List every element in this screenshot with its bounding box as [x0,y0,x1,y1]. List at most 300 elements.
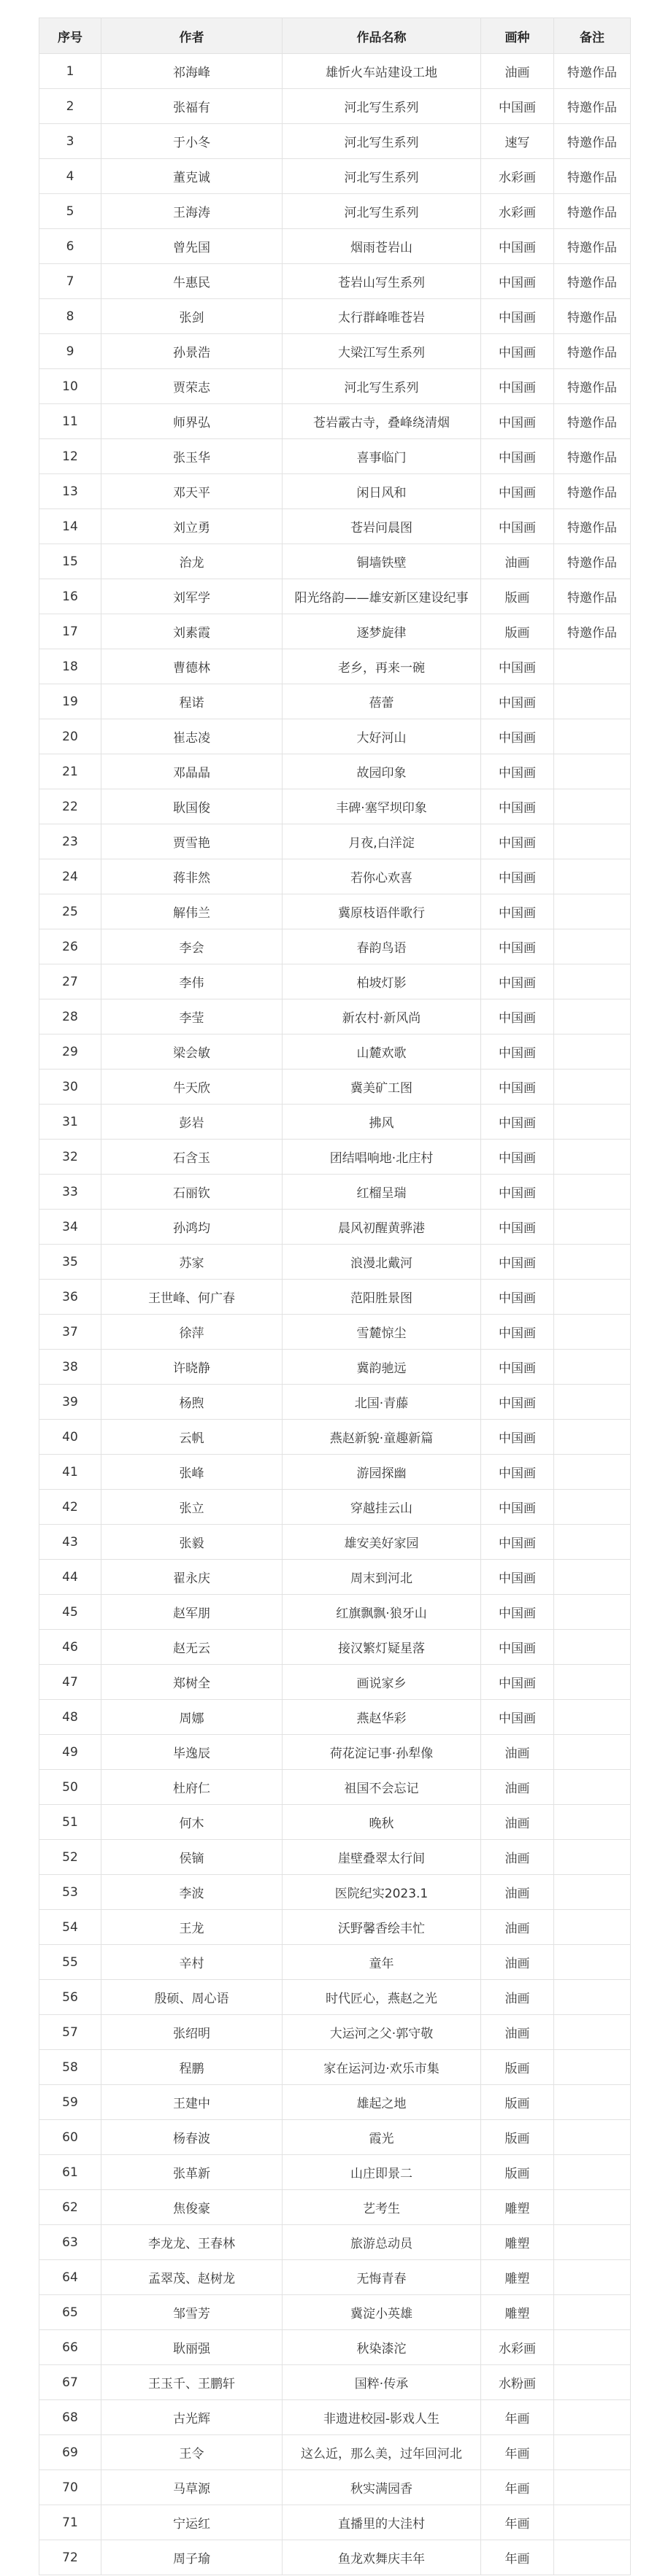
cell-note [554,1805,631,1840]
cell-title: 山麓欢歌 [283,1034,481,1070]
cell-title: 大好河山 [283,719,481,754]
cell-author: 张革新 [101,2155,283,2190]
cell-note: 特邀作品 [554,229,631,264]
cell-title: 春韵鸟语 [283,929,481,964]
cell-medium: 中国画 [481,1490,554,1525]
cell-medium: 油画 [481,1910,554,1945]
cell-author: 牛惠民 [101,264,283,299]
cell-title: 若你心欢喜 [283,859,481,894]
table-row [39,999,631,1034]
cell-medium: 中国画 [481,1525,554,1560]
cell-medium: 水粉画 [481,2365,554,2400]
cell-title: 晨风初醒黄骅港 [283,1210,481,1245]
cell-title: 冀淀小英雄 [283,2295,481,2330]
cell-number: 14 [39,509,101,544]
cell-number: 36 [39,1280,101,1315]
cell-title: 拂风 [283,1105,481,1140]
cell-author: 赵军朋 [101,1595,283,1630]
cell-number: 65 [39,2295,101,2330]
cell-author: 石含玉 [101,1140,283,1175]
cell-title: 这么近，那么美，过年回河北 [283,2435,481,2470]
cell-note [554,2470,631,2505]
header-note: 备注 [554,18,631,54]
cell-number: 39 [39,1385,101,1420]
cell-number: 67 [39,2365,101,2400]
table-row [39,1980,631,2015]
cell-note: 特邀作品 [554,194,631,229]
cell-medium: 中国画 [481,1280,554,1315]
cell-author: 辛村 [101,1945,283,1980]
cell-author: 贾荣志 [101,369,283,404]
table-row [39,2260,631,2295]
cell-medium: 油画 [481,544,554,579]
cell-author: 苏家 [101,1245,283,1280]
cell-title: 沃野馨香绘丰忙 [283,1910,481,1945]
cell-number: 29 [39,1034,101,1070]
cell-note [554,2295,631,2330]
cell-author: 刘军学 [101,579,283,614]
cell-title: 直播里的大洼村 [283,2505,481,2540]
cell-author: 解伟兰 [101,894,283,929]
cell-medium: 年画 [481,2470,554,2505]
cell-medium: 中国画 [481,1070,554,1105]
cell-note [554,999,631,1034]
cell-note [554,1910,631,1945]
cell-title: 苍岩霰古寺，叠峰绕清烟 [283,404,481,439]
cell-medium: 中国画 [481,229,554,264]
cell-medium: 油画 [481,1875,554,1910]
cell-title: 鱼龙欢舞庆丰年 [283,2540,481,2575]
cell-medium: 油画 [481,1805,554,1840]
cell-medium: 中国画 [481,509,554,544]
cell-medium: 油画 [481,1770,554,1805]
cell-medium: 年画 [481,2435,554,2470]
cell-medium: 油画 [481,1980,554,2015]
cell-note [554,1140,631,1175]
cell-number: 5 [39,194,101,229]
cell-note [554,859,631,894]
cell-title: 周末到河北 [283,1560,481,1595]
cell-author: 李伟 [101,964,283,999]
table-row [39,894,631,929]
table-row [39,1525,631,1560]
table-row [39,124,631,159]
cell-author: 程诺 [101,684,283,719]
table-header [39,18,631,54]
cell-number: 56 [39,1980,101,2015]
cell-title: 逐梦旋律 [283,614,481,649]
cell-author: 祁海峰 [101,54,283,89]
cell-medium: 油画 [481,1840,554,1875]
cell-author: 王海涛 [101,194,283,229]
cell-number: 52 [39,1840,101,1875]
cell-number: 21 [39,754,101,789]
cell-note [554,2540,631,2575]
cell-medium: 中国画 [481,439,554,474]
header-number: 序号 [39,18,101,54]
cell-number: 18 [39,649,101,684]
cell-medium: 中国画 [481,859,554,894]
table-row [39,404,631,439]
cell-author: 张绍明 [101,2015,283,2050]
cell-number: 32 [39,1140,101,1175]
cell-number: 23 [39,824,101,859]
cell-author: 于小冬 [101,124,283,159]
cell-title: 冀韵驰远 [283,1350,481,1385]
cell-title: 大梁江写生系列 [283,334,481,369]
cell-number: 68 [39,2400,101,2435]
table-row [39,2050,631,2085]
cell-number: 60 [39,2120,101,2155]
cell-title: 崖壁叠翠太行间 [283,1840,481,1875]
artworks-table-container [39,18,630,2575]
cell-number: 55 [39,1945,101,1980]
cell-medium: 中国画 [481,369,554,404]
cell-medium: 中国画 [481,1700,554,1735]
cell-note [554,1315,631,1350]
cell-title: 河北写生系列 [283,194,481,229]
cell-title: 霞光 [283,2120,481,2155]
cell-title: 家在运河边·欢乐市集 [283,2050,481,2085]
cell-number: 9 [39,334,101,369]
table-row [39,2015,631,2050]
cell-medium: 雕塑 [481,2260,554,2295]
cell-note [554,1420,631,1455]
cell-number: 70 [39,2470,101,2505]
cell-author: 徐萍 [101,1315,283,1350]
cell-author: 王龙 [101,1910,283,1945]
header-row [39,18,631,54]
cell-medium: 速写 [481,124,554,159]
table-row [39,929,631,964]
table-row [39,2435,631,2470]
table-row [39,1280,631,1315]
cell-note: 特邀作品 [554,54,631,89]
cell-number: 6 [39,229,101,264]
cell-author: 曾先国 [101,229,283,264]
cell-author: 张剑 [101,299,283,334]
cell-note [554,2190,631,2225]
cell-note [554,2260,631,2295]
cell-author: 张立 [101,1490,283,1525]
cell-medium: 中国画 [481,1140,554,1175]
cell-medium: 中国画 [481,1350,554,1385]
cell-author: 王建中 [101,2085,283,2120]
cell-number: 54 [39,1910,101,1945]
table-row [39,2400,631,2435]
cell-author: 宁运红 [101,2505,283,2540]
cell-number: 17 [39,614,101,649]
table-row [39,1945,631,1980]
cell-medium: 版画 [481,2155,554,2190]
cell-title: 雄安美好家园 [283,1525,481,1560]
cell-medium: 版画 [481,614,554,649]
cell-author: 李会 [101,929,283,964]
table-row [39,579,631,614]
cell-medium: 中国画 [481,1105,554,1140]
cell-author: 耿国俊 [101,789,283,824]
cell-number: 43 [39,1525,101,1560]
cell-author: 董克诚 [101,159,283,194]
cell-number: 1 [39,54,101,89]
table-row [39,2505,631,2540]
cell-note [554,1245,631,1280]
cell-note [554,1490,631,1525]
cell-medium: 中国画 [481,1665,554,1700]
cell-author: 翟永庆 [101,1560,283,1595]
cell-title: 晚秋 [283,1805,481,1840]
cell-title: 医院纪实2023.1 [283,1875,481,1910]
cell-number: 61 [39,2155,101,2190]
table-row [39,2085,631,2120]
cell-number: 50 [39,1770,101,1805]
cell-number: 53 [39,1875,101,1910]
table-row [39,2365,631,2400]
cell-note [554,2225,631,2260]
cell-title: 苍岩山写生系列 [283,264,481,299]
cell-note: 特邀作品 [554,439,631,474]
cell-medium: 中国画 [481,649,554,684]
cell-title: 河北写生系列 [283,124,481,159]
table-row [39,719,631,754]
table-row [39,1455,631,1490]
cell-author: 孙景浩 [101,334,283,369]
table-row [39,89,631,124]
cell-note [554,1630,631,1665]
header-author: 作者 [101,18,283,54]
cell-number: 62 [39,2190,101,2225]
cell-medium: 雕塑 [481,2295,554,2330]
cell-title: 冀美矿工图 [283,1070,481,1105]
cell-note [554,1034,631,1070]
cell-title: 旅游总动员 [283,2225,481,2260]
cell-medium: 油画 [481,54,554,89]
cell-title: 秋实满园香 [283,2470,481,2505]
cell-medium: 中国画 [481,1595,554,1630]
table-row [39,2330,631,2365]
table-row [39,2540,631,2575]
cell-author: 邓天平 [101,474,283,509]
cell-note: 特邀作品 [554,474,631,509]
cell-title: 雄起之地 [283,2085,481,2120]
cell-number: 46 [39,1630,101,1665]
cell-title: 燕赵华彩 [283,1700,481,1735]
cell-author: 刘素霞 [101,614,283,649]
cell-title: 国粹·传承 [283,2365,481,2400]
cell-medium: 中国画 [481,299,554,334]
table-row [39,964,631,999]
cell-author: 李莹 [101,999,283,1034]
table-row [39,614,631,649]
cell-title: 画说家乡 [283,1665,481,1700]
cell-note [554,2120,631,2155]
cell-title: 祖国不会忘记 [283,1770,481,1805]
cell-medium: 中国画 [481,964,554,999]
table-row [39,2190,631,2225]
cell-note [554,2015,631,2050]
cell-title: 红榴呈瑞 [283,1175,481,1210]
table-row [39,1175,631,1210]
cell-note [554,2435,631,2470]
cell-number: 27 [39,964,101,999]
cell-title: 苍岩问晨图 [283,509,481,544]
cell-title: 故园印象 [283,754,481,789]
cell-note [554,1105,631,1140]
table-row [39,2155,631,2190]
cell-number: 37 [39,1315,101,1350]
cell-note [554,1385,631,1420]
cell-number: 48 [39,1700,101,1735]
table-row [39,194,631,229]
table-row [39,1140,631,1175]
cell-medium: 雕塑 [481,2190,554,2225]
cell-note [554,2155,631,2190]
cell-number: 66 [39,2330,101,2365]
cell-title: 闲日风和 [283,474,481,509]
cell-number: 71 [39,2505,101,2540]
table-row [39,544,631,579]
cell-medium: 中国画 [481,264,554,299]
cell-note [554,2085,631,2120]
cell-author: 周子瑜 [101,2540,283,2575]
table-row [39,1210,631,1245]
cell-author: 蒋非然 [101,859,283,894]
cell-author: 孟翠茂、赵树龙 [101,2260,283,2295]
cell-number: 47 [39,1665,101,1700]
cell-note [554,1875,631,1910]
cell-number: 33 [39,1175,101,1210]
cell-number: 20 [39,719,101,754]
cell-number: 16 [39,579,101,614]
cell-note [554,1700,631,1735]
cell-number: 58 [39,2050,101,2085]
cell-number: 64 [39,2260,101,2295]
cell-number: 31 [39,1105,101,1140]
cell-note [554,1280,631,1315]
cell-number: 44 [39,1560,101,1595]
cell-author: 张玉华 [101,439,283,474]
cell-title: 接汉繁灯疑星落 [283,1630,481,1665]
cell-title: 柏坡灯影 [283,964,481,999]
table-row [39,1630,631,1665]
table-row [39,264,631,299]
table-row [39,54,631,89]
cell-number: 42 [39,1490,101,1525]
cell-medium: 中国画 [481,1385,554,1420]
table-row [39,474,631,509]
cell-medium: 版画 [481,2050,554,2085]
cell-title: 北国·青藤 [283,1385,481,1420]
cell-medium: 中国画 [481,1210,554,1245]
cell-title: 团结唱响地·北庄村 [283,1140,481,1175]
table-row [39,649,631,684]
cell-note [554,789,631,824]
cell-number: 45 [39,1595,101,1630]
cell-title: 非遗进校园-影戏人生 [283,2400,481,2435]
cell-title: 大运河之父·郭守敬 [283,2015,481,2050]
table-row [39,1805,631,1840]
table-row [39,1315,631,1350]
cell-medium: 中国画 [481,474,554,509]
cell-medium: 中国画 [481,684,554,719]
cell-author: 曹德林 [101,649,283,684]
cell-title: 月夜,白洋淀 [283,824,481,859]
cell-number: 13 [39,474,101,509]
cell-title: 铜墙铁壁 [283,544,481,579]
cell-note [554,1770,631,1805]
cell-note [554,649,631,684]
header-medium: 画种 [481,18,554,54]
cell-medium: 油画 [481,1735,554,1770]
cell-author: 杨春波 [101,2120,283,2155]
cell-title: 范阳胜景图 [283,1280,481,1315]
cell-note [554,684,631,719]
cell-medium: 水彩画 [481,159,554,194]
cell-title: 喜事临门 [283,439,481,474]
cell-number: 11 [39,404,101,439]
cell-author: 何木 [101,1805,283,1840]
cell-medium: 中国画 [481,1630,554,1665]
cell-author: 牛天欣 [101,1070,283,1105]
cell-medium: 版画 [481,579,554,614]
cell-medium: 中国画 [481,1420,554,1455]
cell-note: 特邀作品 [554,544,631,579]
cell-note: 特邀作品 [554,264,631,299]
cell-note: 特邀作品 [554,334,631,369]
cell-medium: 水彩画 [481,194,554,229]
cell-medium: 年画 [481,2505,554,2540]
table-row [39,1665,631,1700]
cell-note [554,1595,631,1630]
cell-medium: 中国画 [481,334,554,369]
table-row [39,1245,631,1280]
cell-medium: 油画 [481,1945,554,1980]
cell-number: 12 [39,439,101,474]
cell-note [554,1070,631,1105]
cell-author: 云帆 [101,1420,283,1455]
cell-number: 4 [39,159,101,194]
cell-author: 马草源 [101,2470,283,2505]
cell-author: 侯镝 [101,1840,283,1875]
cell-author: 耿丽强 [101,2330,283,2365]
table-row [39,1595,631,1630]
cell-number: 51 [39,1805,101,1840]
table-row [39,1350,631,1385]
table-row [39,1420,631,1455]
cell-note [554,1525,631,1560]
cell-medium: 中国画 [481,1560,554,1595]
table-row [39,334,631,369]
cell-number: 25 [39,894,101,929]
cell-medium: 版画 [481,2120,554,2155]
cell-note [554,719,631,754]
cell-author: 张福有 [101,89,283,124]
cell-medium: 版画 [481,2085,554,2120]
table-row [39,229,631,264]
cell-note: 特邀作品 [554,89,631,124]
cell-medium: 年画 [481,2400,554,2435]
cell-author: 邹雪芳 [101,2295,283,2330]
cell-author: 周娜 [101,1700,283,1735]
cell-note: 特邀作品 [554,159,631,194]
cell-author: 程鹏 [101,2050,283,2085]
cell-number: 19 [39,684,101,719]
cell-note: 特邀作品 [554,579,631,614]
cell-number: 2 [39,89,101,124]
cell-title: 荷花淀记事·孙犁像 [283,1735,481,1770]
table-row [39,1875,631,1910]
cell-number: 28 [39,999,101,1034]
